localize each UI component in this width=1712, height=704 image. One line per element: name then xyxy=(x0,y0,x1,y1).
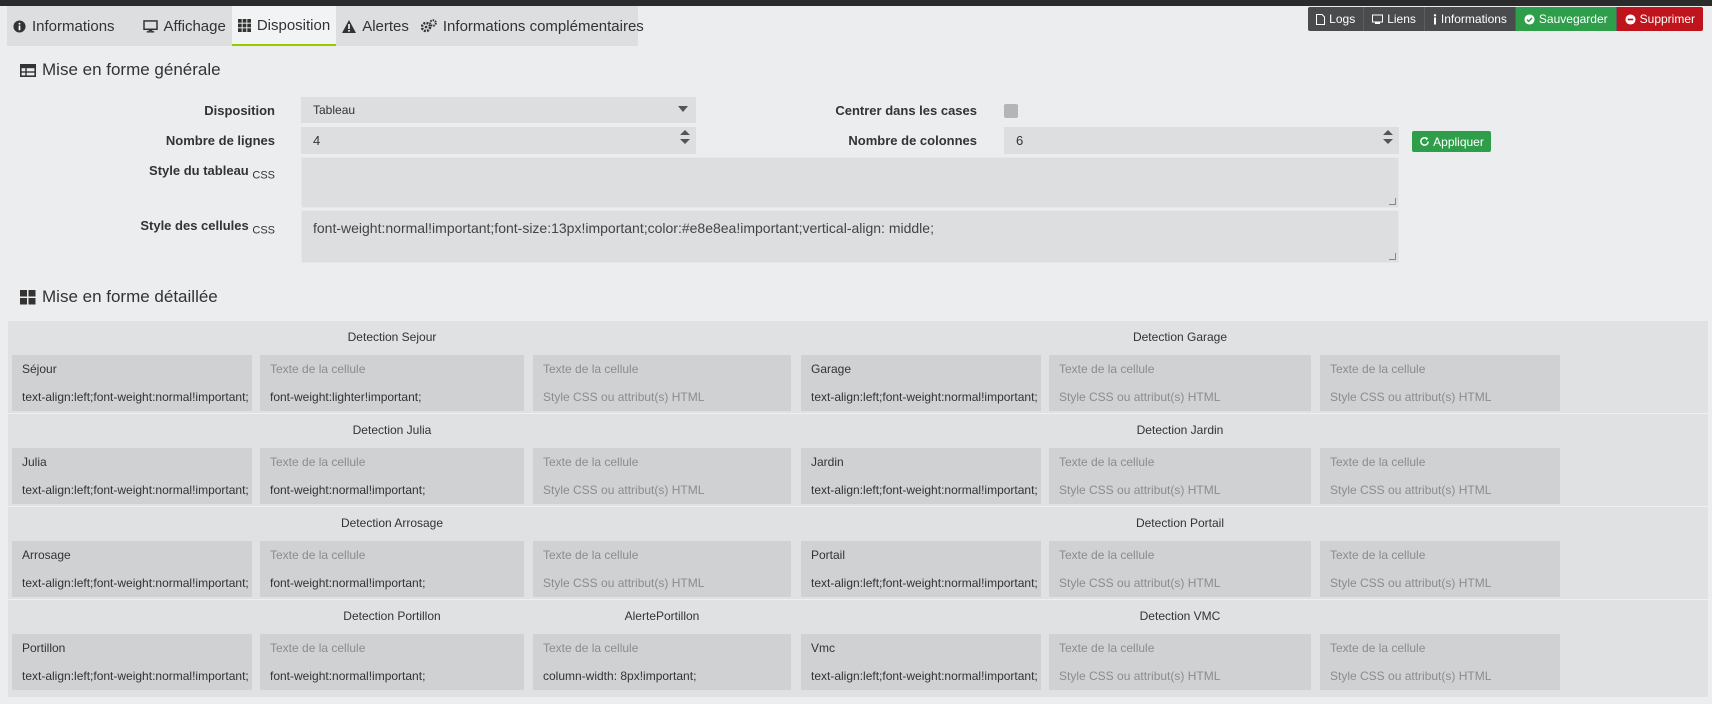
cell-text-input[interactable]: Texte de la cellule xyxy=(533,448,791,476)
cell-style-textarea[interactable] xyxy=(301,210,1399,263)
liens-label: Liens xyxy=(1387,12,1416,26)
cell-style-label xyxy=(120,218,275,237)
cell-header: Detection Portillon xyxy=(343,609,441,623)
cell-text-input[interactable]: Texte de la cellule xyxy=(260,448,524,476)
cell-text-input[interactable]: Julia xyxy=(12,448,252,476)
cell-text-input[interactable]: Texte de la cellule xyxy=(533,355,791,383)
cell-style-input[interactable]: text-align:left;font-weight:normal!important; xyxy=(12,662,252,690)
cell-text-input[interactable]: Texte de la cellule xyxy=(260,355,524,383)
tab-informations[interactable] xyxy=(7,6,121,46)
monitor-icon xyxy=(143,20,158,33)
tab-label: Disposition xyxy=(256,16,331,34)
tab-informations-complementaires[interactable] xyxy=(415,6,650,46)
row-divider xyxy=(8,413,1708,414)
cell-text-input[interactable]: Portillon xyxy=(12,634,252,662)
table-style-textarea[interactable] xyxy=(301,157,1399,208)
sitemap-icon xyxy=(1372,14,1383,25)
spinner-arrows-icon[interactable] xyxy=(1383,130,1393,144)
cell-style-input[interactable]: column-width: 8px!important; xyxy=(533,662,791,690)
cell-style-input[interactable]: text-align:left;font-weight:normal!important; xyxy=(12,569,252,597)
cell-text-input[interactable]: Portail xyxy=(801,541,1041,569)
liens-button[interactable] xyxy=(1364,7,1425,31)
table-style-label xyxy=(120,163,275,182)
info-icon xyxy=(1433,14,1437,25)
logs-label: Logs xyxy=(1329,12,1356,26)
sauvegarder-button[interactable] xyxy=(1516,7,1617,31)
general-title: Mise en forme générale xyxy=(42,60,221,79)
cell-style-input[interactable]: Style CSS ou attribut(s) HTML xyxy=(1049,476,1311,504)
warning-icon xyxy=(342,20,356,33)
cell-style-input[interactable]: text-align:left;font-weight:normal!important; xyxy=(801,476,1041,504)
cols-stepper[interactable] xyxy=(1004,127,1399,154)
cell-text-input[interactable]: Texte de la cellule xyxy=(1049,448,1311,476)
row-divider xyxy=(8,506,1708,507)
cell-text-input[interactable]: Texte de la cellule xyxy=(1049,541,1311,569)
cell-style-input[interactable]: Style CSS ou attribut(s) HTML xyxy=(533,383,791,411)
cell-style-input[interactable]: text-align:left;font-weight:normal!important; xyxy=(801,569,1041,597)
cell-style-input[interactable]: Style CSS ou attribut(s) HTML xyxy=(1320,476,1560,504)
cell-style-input[interactable]: Style CSS ou attribut(s) HTML xyxy=(533,476,791,504)
cell-header: Detection VMC xyxy=(1139,609,1221,623)
disposition-select[interactable] xyxy=(301,97,696,123)
supprimer-button[interactable] xyxy=(1617,7,1703,31)
cell-style-input[interactable]: Style CSS ou attribut(s) HTML xyxy=(533,569,791,597)
cell-text-input[interactable]: Texte de la cellule xyxy=(1049,634,1311,662)
detailed-section-title xyxy=(20,287,218,307)
info-circle-icon xyxy=(13,20,26,33)
cols-value: 6 xyxy=(1016,133,1024,148)
rows-stepper[interactable] xyxy=(301,127,696,154)
tab-label: Affichage xyxy=(163,17,226,35)
cell-style-suffix: CSS xyxy=(252,224,275,237)
cell-style-label-text: Style des cellules xyxy=(140,218,249,233)
cell-header: Detection Jardin xyxy=(1136,423,1224,437)
tab-affichage[interactable] xyxy=(121,6,232,46)
cell-style-input[interactable]: text-align:left;font-weight:normal!important; xyxy=(801,383,1041,411)
cogs-icon xyxy=(421,19,437,33)
cell-header: Detection Arrosage xyxy=(340,516,444,530)
cell-style-input[interactable]: Style CSS ou attribut(s) HTML xyxy=(1049,569,1311,597)
file-icon xyxy=(1316,14,1325,25)
cell-text-input[interactable]: Texte de la cellule xyxy=(1320,355,1560,383)
cell-style-value: font-weight:normal!important;font-size:13px!important;color:#e8e8ea!important;vertical-align: middle; xyxy=(313,220,934,236)
detailed-layout-table xyxy=(8,321,1708,697)
cell-style-input[interactable]: font-weight:normal!important; xyxy=(260,569,524,597)
th-large-icon xyxy=(20,290,36,305)
minus-circle-icon xyxy=(1625,14,1636,25)
cell-text-input[interactable]: Texte de la cellule xyxy=(1320,541,1560,569)
detailed-title: Mise en forme détaillée xyxy=(42,287,218,306)
tab-alertes[interactable] xyxy=(336,6,415,46)
cell-header: Detection Julia xyxy=(352,423,432,437)
cell-text-input[interactable]: Texte de la cellule xyxy=(533,634,791,662)
cols-label: Nombre de colonnes xyxy=(848,133,977,148)
refresh-icon xyxy=(1419,136,1430,147)
cell-style-input[interactable]: Style CSS ou attribut(s) HTML xyxy=(1320,383,1560,411)
cell-style-input[interactable]: text-align:left;font-weight:normal!important; xyxy=(801,662,1041,690)
cell-style-input[interactable]: Style CSS ou attribut(s) HTML xyxy=(1049,383,1311,411)
cell-text-input[interactable]: Jardin xyxy=(801,448,1041,476)
cell-text-input[interactable]: Texte de la cellule xyxy=(260,634,524,662)
tab-disposition[interactable] xyxy=(232,6,336,46)
tab-label: Alertes xyxy=(362,17,409,35)
tab-label: Informations complémentaires xyxy=(442,17,644,35)
center-checkbox[interactable] xyxy=(1004,104,1018,118)
rows-label: Nombre de lignes xyxy=(165,133,275,148)
cell-header: Detection Sejour xyxy=(347,330,437,344)
grid-icon xyxy=(238,19,251,32)
cell-text-input[interactable]: Texte de la cellule xyxy=(260,541,524,569)
cell-style-input[interactable]: Style CSS ou attribut(s) HTML xyxy=(1049,662,1311,690)
cell-text-input[interactable]: Vmc xyxy=(801,634,1041,662)
cell-style-input[interactable]: text-align:left;font-weight:normal!important; xyxy=(12,476,252,504)
table-style-label-text: Style du tableau xyxy=(149,163,249,178)
resize-handle-icon[interactable] xyxy=(1389,198,1396,205)
tab-bar xyxy=(7,6,644,46)
cell-style-input[interactable]: text-align:left;font-weight:normal!important; xyxy=(12,383,252,411)
table-style-suffix: CSS xyxy=(252,169,275,182)
action-toolbar xyxy=(1308,7,1703,31)
disposition-value: Tableau xyxy=(313,103,356,117)
cell-text-input[interactable]: Texte de la cellule xyxy=(1320,448,1560,476)
spinner-arrows-icon[interactable] xyxy=(680,130,690,144)
logs-button[interactable] xyxy=(1308,7,1364,31)
cell-text-input[interactable]: Texte de la cellule xyxy=(1320,634,1560,662)
cell-header: Detection Garage xyxy=(1132,330,1228,344)
cell-style-input[interactable]: font-weight:normal!important; xyxy=(260,476,524,504)
general-section-title xyxy=(20,60,221,80)
informations-button[interactable] xyxy=(1425,7,1516,31)
resize-handle-icon[interactable] xyxy=(1389,253,1396,260)
center-label: Centrer dans les cases xyxy=(835,103,977,118)
rows-value: 4 xyxy=(313,133,321,148)
apply-label: Appliquer xyxy=(1433,134,1484,149)
cell-style-input[interactable]: font-weight:normal!important; xyxy=(260,662,524,690)
cell-text-input[interactable]: Texte de la cellule xyxy=(1049,355,1311,383)
apply-button[interactable] xyxy=(1412,131,1491,152)
cell-style-input[interactable]: font-weight:lighter!important; xyxy=(260,383,524,411)
cell-text-input[interactable]: Texte de la cellule xyxy=(533,541,791,569)
cell-text-input[interactable]: Séjour xyxy=(12,355,252,383)
cell-text-input[interactable]: Garage xyxy=(801,355,1041,383)
informations-label: Informations xyxy=(1440,12,1507,26)
cell-style-input[interactable]: Style CSS ou attribut(s) HTML xyxy=(1320,662,1560,690)
supprimer-label: Supprimer xyxy=(1639,12,1695,26)
cell-style-input[interactable]: Style CSS ou attribut(s) HTML xyxy=(1320,569,1560,597)
disposition-label: Disposition xyxy=(204,103,275,118)
cell-header: Detection Portail xyxy=(1135,516,1225,530)
tab-label: Informations xyxy=(32,17,115,35)
sauvegarder-label: Sauvegarder xyxy=(1538,12,1608,26)
check-circle-icon xyxy=(1524,14,1535,25)
row-divider xyxy=(8,599,1708,600)
cell-text-input[interactable]: Arrosage xyxy=(12,541,252,569)
cell-header: AlertePortillon xyxy=(624,609,700,623)
table-icon xyxy=(20,64,36,77)
chevron-down-icon xyxy=(678,106,688,112)
